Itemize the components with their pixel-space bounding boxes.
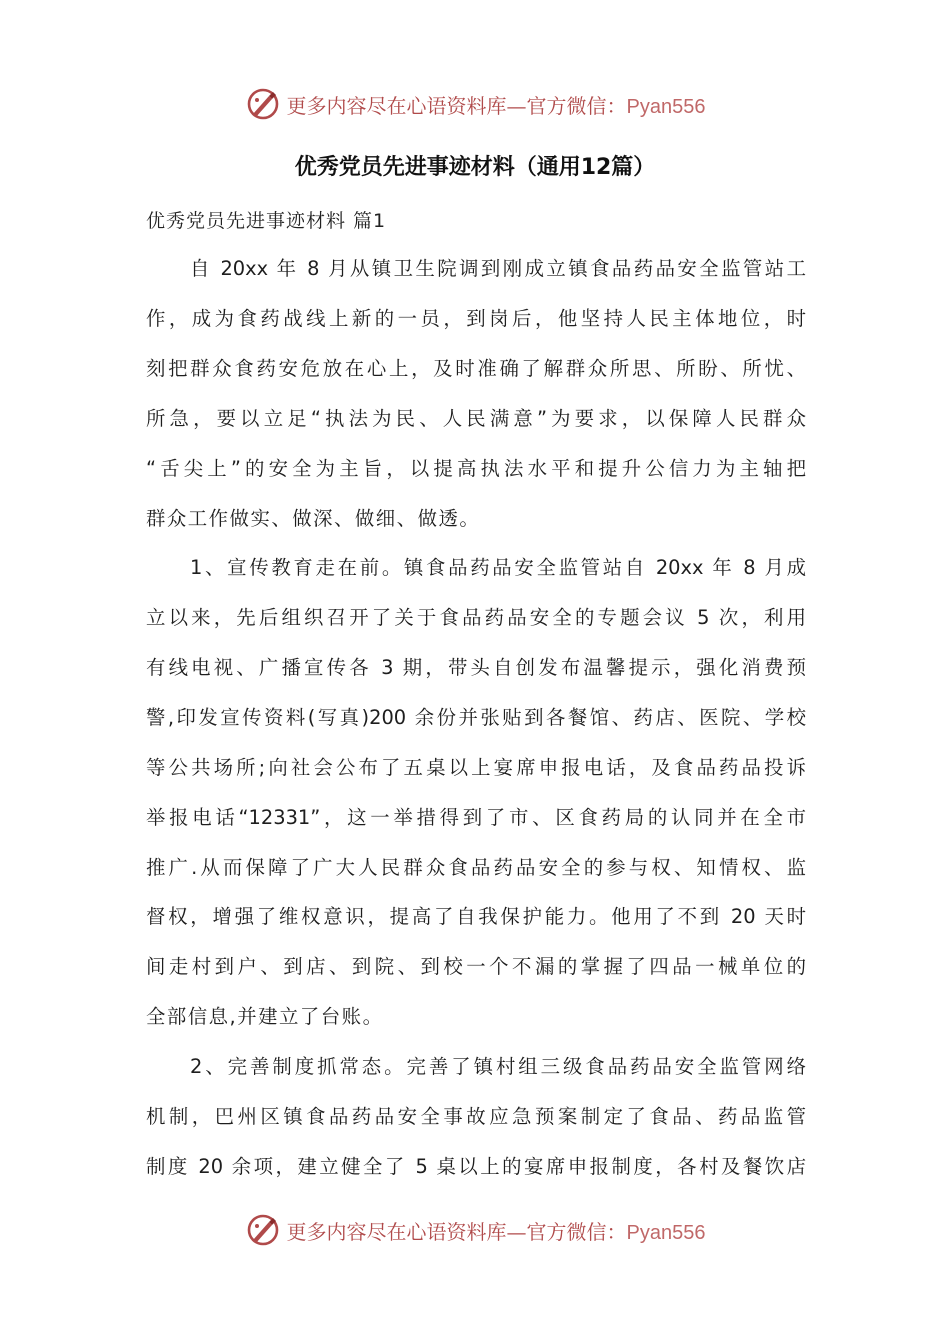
paragraph-line: 刻把群众食药安危放在心上，及时准确了解群众所思、所盼、所忧、 [146, 357, 806, 380]
banner-text [287, 90, 706, 119]
header-banner [0, 82, 950, 126]
banner-wechat-id: Pyan556 [626, 95, 706, 118]
banner-wechat-id: Pyan556 [626, 1221, 706, 1244]
paragraph-line: 群众工作做实、做深、做细、做透。 [146, 507, 481, 530]
pen-circle-icon [245, 86, 281, 122]
paragraph-line: 举报电话“12331”，这一举措得到了市、区食药局的认同并在全市 [146, 806, 806, 829]
paragraph-line: 制度 20 余项，建立健全了 5 桌以上的宴席申报制度，各村及餐饮店 [146, 1155, 806, 1178]
paragraph-line: 等公共场所;向社会公布了五桌以上宴席申报电话，及食品药品投诉 [146, 756, 806, 779]
paragraph-line: 间走村到户、到店、到院、到校一个不漏的掌握了四品一械单位的 [146, 955, 806, 978]
paragraph-line: 有线电视、广播宣传各 3 期，带头自创发布温馨提示，强化消费预 [146, 656, 806, 679]
paragraph-line: 全部信息,并建立了台账。 [146, 1005, 384, 1028]
paragraph-line: “舌尖上”的安全为主旨，以提高执法水平和提升公信力为主轴把 [146, 457, 806, 480]
paragraph-line: 所急，要以立足“执法为民、人民满意”为要求，以保障人民群众 [146, 407, 806, 430]
paragraph-line: 立以来，先后组织召开了关于食品药品安全的专题会议 5 次，利用 [146, 606, 806, 629]
paragraph-line: 警,印发宣传资料(写真)200 余份并张贴到各餐馆、药店、医院、学校 [146, 706, 806, 729]
document-title: 优秀党员先进事迹材料（通用12篇） [294, 155, 656, 180]
paragraph-line: 自 20xx 年 8 月从镇卫生院调到刚成立镇食品药品安全监管站工 [190, 257, 806, 280]
banner-text-main: 更多内容尽在心语资料库—官方微信： [286, 93, 627, 118]
footer-banner [0, 1208, 950, 1252]
paragraph-line: 推广.从而保障了广大人民群众食品药品安全的参与权、知情权、监 [146, 856, 806, 879]
section-heading: 优秀党员先进事迹材料 篇1 [146, 210, 387, 232]
pen-circle-icon [245, 1212, 281, 1248]
banner-text-main: 更多内容尽在心语资料库—官方微信： [286, 1219, 627, 1244]
paragraph-line: 机制，巴州区镇食品药品安全事故应急预案制定了食品、药品监管 [146, 1105, 806, 1128]
paragraph-line: 督权，增强了维权意识，提高了自我保护能力。他用了不到 20 天时 [146, 905, 806, 928]
paragraph-line: 1、宣传教育走在前。镇食品药品安全监管站自 20xx 年 8 月成 [190, 556, 806, 579]
paragraph-line: 2、完善制度抓常态。完善了镇村组三级食品药品安全监管网络 [190, 1055, 806, 1078]
banner-text [287, 1216, 706, 1245]
paragraph-line: 作，成为食药战线上新的一员，到岗后，他坚持人民主体地位，时 [146, 307, 806, 330]
